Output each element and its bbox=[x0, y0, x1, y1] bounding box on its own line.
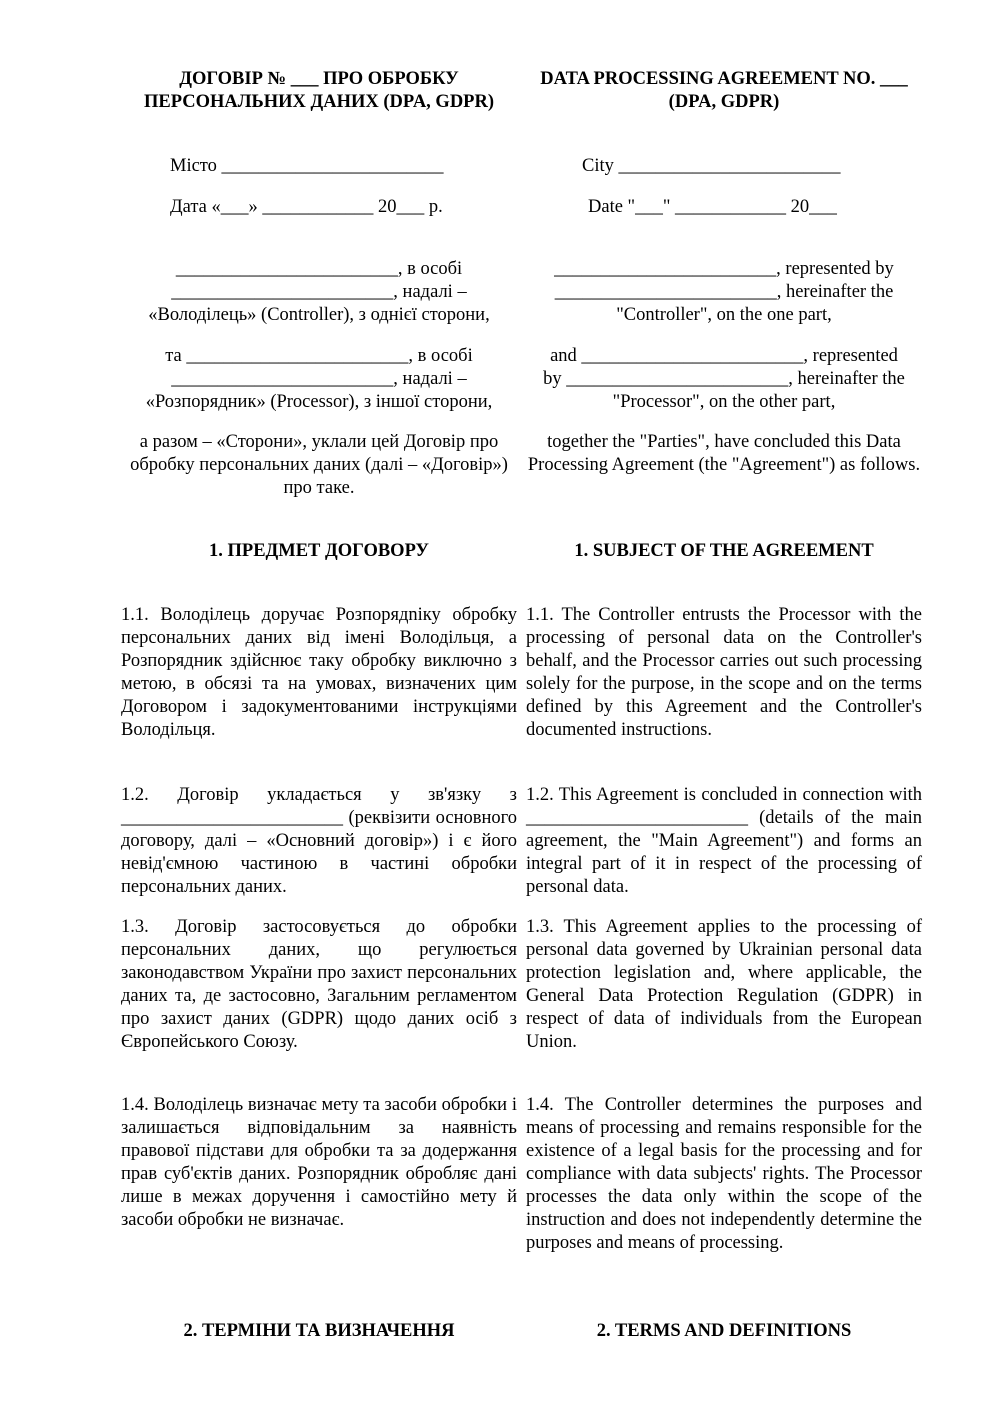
clause-1-3-en: 1.3. This Agreement applies to the processing of personal data governed by Ukrainian personal data protection legislation and, where applicable, the General Data Protection Regulation (GDPR) in respect of data of individuals from the European Union. bbox=[526, 917, 922, 1052]
processor-en-line-2: by ________________________, hereinafter the bbox=[543, 369, 905, 389]
clause-1-4-uk: 1.4. Володілець визначає мету та засоби обробки і залишається відповідальним за наявність правової підстави для обробки та за додержання прав суб'єктів даних. Розпорядник обробляє дані лише в межах доручення і самостійно мету й засоби обробки не визначає. bbox=[121, 1095, 517, 1230]
section-1-heading-uk: 1. ПРЕДМЕТ ДОГОВОРУ bbox=[209, 541, 429, 561]
controller-block-en bbox=[526, 258, 922, 327]
controller-uk-line-1: ________________________, в особі bbox=[175, 259, 463, 279]
controller-en-line-2: ________________________, hereinafter the bbox=[554, 282, 894, 302]
section-2-heading-en: 2. TERMS AND DEFINITIONS bbox=[596, 1321, 852, 1341]
clause-1-4-en: 1.4. The Controller determines the purposes and means of processing and remains responsible for the existence of a legal basis for the processing and for compliance with data subjects' rights. The Processor processes the data only within the scope of the instruction and does not independently determine the purposes and means of processing. bbox=[526, 1095, 922, 1253]
processor-uk-line-2: ________________________, надалі – bbox=[171, 369, 467, 389]
clause-1-1-uk: 1.1. Володілець доручає Розпорядniку обробку персональних даних від імені Володільця, а Розпорядник здійснює таку обробку виключно з метою, в обсязі та на умовах, визначених цим Договором і задокументованими інструкціями Володільця. bbox=[121, 605, 517, 740]
controller-en-line-1: ________________________, represented by bbox=[554, 259, 894, 279]
clause-1-1-en: 1.1. The Controller entrusts the Processor with the processing of personal data on the Controller's behalf, and the Processor carries out such processing solely for the purpose, in the scope and on the terms defined by this Agreement and the Controller's documented instructions. bbox=[526, 605, 922, 740]
processor-en-line-3: "Processor", on the other part, bbox=[612, 392, 836, 412]
controller-uk-line-3: «Володілець» (Controller), з однієї сторони, bbox=[148, 305, 490, 325]
city-uk: Місто ________________________ bbox=[170, 156, 444, 176]
clause-1-2-uk: 1.2. Договір укладається у зв'язку з ________________________ (реквізити основного договору, далі – «Основний договір») і є його невід'ємною частиною в частині обробки персональних даних. bbox=[121, 785, 517, 897]
date-uk: Дата «___» ____________ 20___ р. bbox=[170, 197, 443, 217]
processor-block-uk bbox=[121, 345, 517, 414]
section-1-heading-en: 1. SUBJECT OF THE AGREEMENT bbox=[574, 541, 874, 561]
processor-uk-line-1: та ________________________, в особі bbox=[165, 346, 473, 366]
processor-block-en bbox=[526, 345, 922, 414]
controller-en-line-3: "Controller", on the one part, bbox=[616, 305, 832, 325]
city-en: City ________________________ bbox=[582, 156, 841, 176]
processor-uk-line-3: «Розпорядник» (Processor), з іншої сторони, bbox=[145, 392, 493, 412]
title-uk: ДОГОВІР № ___ ПРО ОБРОБКУ ПЕРСОНАЛЬНИХ ДАНИХ (DPA, GDPR) bbox=[143, 69, 495, 112]
title-en: DATA PROCESSING AGREEMENT NO. ___ (DPA, GDPR) bbox=[540, 69, 908, 112]
controller-uk-line-2: ________________________, надалі – bbox=[171, 282, 467, 302]
processor-en-line-1: and ________________________, represented bbox=[550, 346, 898, 366]
section-2-heading-uk: 2. ТЕРМІНИ ТА ВИЗНАЧЕННЯ bbox=[183, 1321, 455, 1341]
date-en: Date "___" ____________ 20___ bbox=[588, 197, 837, 217]
controller-block-uk bbox=[121, 258, 517, 327]
clause-1-3-uk: 1.3. Договір застосовується до обробки персональних даних, що регулюється законодавством України про захист персональних даних та, де застосовно, Загальним регламентом про захист даних (GDPR) щодо даних осіб з Європейського Союзу. bbox=[121, 917, 517, 1052]
clause-1-2-en: 1.2. This Agreement is concluded in connection with ________________________ (details of the main agreement, the "Main Agreement") and forms an integral part of it in respect of the processing of personal data. bbox=[526, 785, 922, 897]
together-en: together the "Parties", have concluded this Data Processing Agreement (the "Agreement") as follows. bbox=[527, 432, 921, 475]
together-uk: а разом – «Сторони», уклали цей Договір про обробку персональних даних (далі – «Договір») про таке. bbox=[130, 432, 508, 498]
